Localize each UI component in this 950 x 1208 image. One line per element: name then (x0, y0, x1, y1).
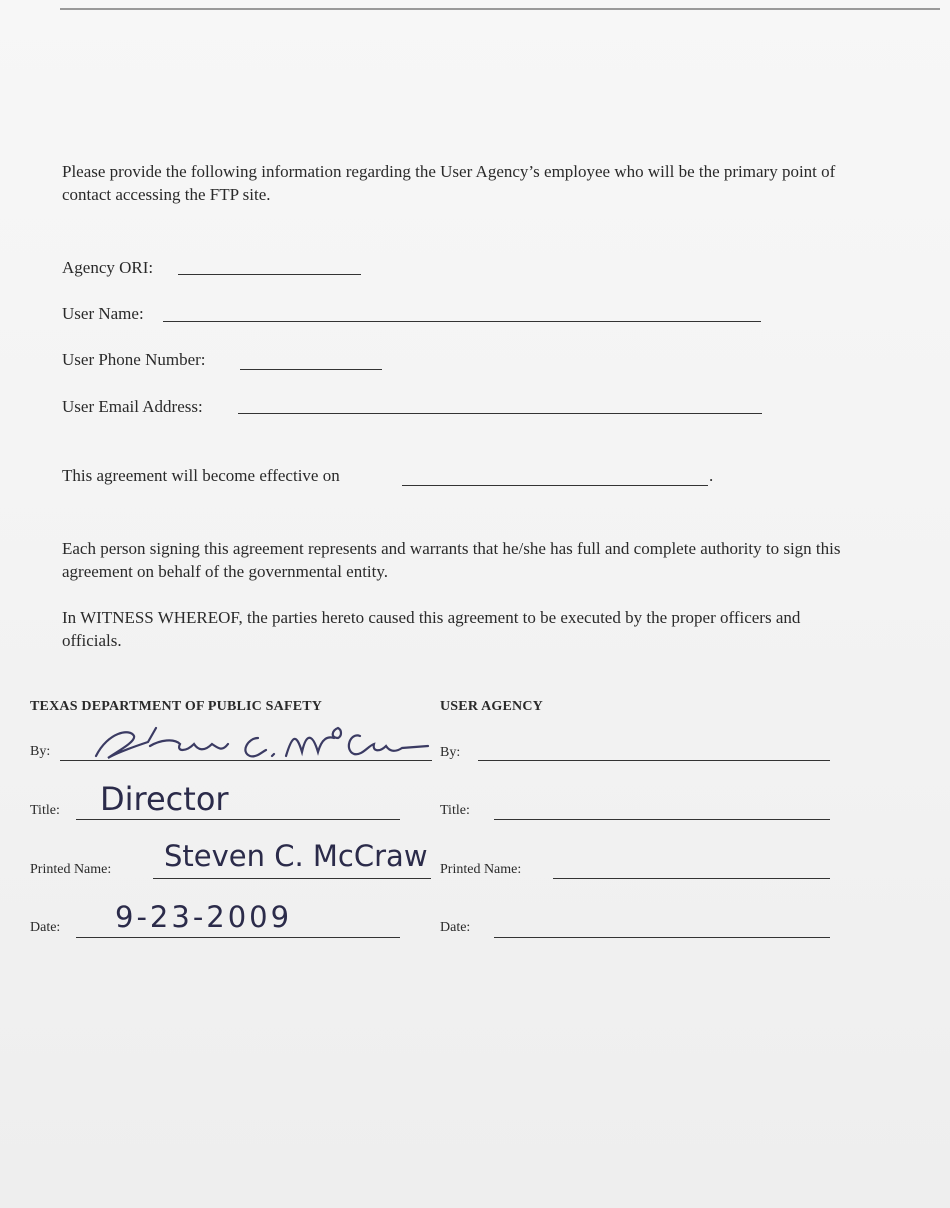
user-agency-heading: USER AGENCY (440, 699, 543, 714)
dps-printed-name-label: Printed Name: (30, 862, 112, 877)
dps-date-line (76, 937, 400, 938)
user-email-field[interactable] (238, 413, 762, 414)
agency-ori-field[interactable] (178, 274, 361, 275)
page-top-edge (60, 8, 940, 10)
dps-title-line (76, 819, 400, 820)
ua-title-label: Title: (440, 803, 470, 818)
dps-date-label: Date: (30, 920, 61, 935)
user-name-label: User Name: (62, 304, 144, 323)
user-phone-label: User Phone Number: (62, 350, 206, 369)
authority-paragraph: Each person signing this agreement represents and warrants that he/she has full and complete authority to sign this agreement on behalf of the governmental entity. (62, 539, 841, 581)
ua-by-label: By: (440, 745, 461, 760)
effective-date-field[interactable] (402, 485, 708, 486)
ua-date-label: Date: (440, 920, 471, 935)
ua-date-field[interactable] (494, 937, 830, 938)
ua-title-field[interactable] (494, 819, 830, 820)
user-name-field[interactable] (163, 321, 761, 322)
effective-date-text: This agreement will become effective on (62, 466, 340, 485)
dps-printed-name-line (153, 878, 431, 879)
agency-ori-label: Agency ORI: (62, 258, 154, 277)
user-phone-field[interactable] (240, 369, 382, 370)
dps-date-value: 9-23-2009 (115, 900, 293, 934)
user-email-label: User Email Address: (62, 397, 203, 416)
dps-by-label: By: (30, 744, 51, 759)
dps-title-label: Title: (30, 803, 60, 818)
dps-heading: TEXAS DEPARTMENT OF PUBLIC SAFETY (30, 699, 323, 714)
dps-title-value: Director (100, 780, 229, 818)
ua-by-field[interactable] (478, 760, 830, 761)
effective-date-period: . (709, 466, 714, 485)
ua-printed-name-label: Printed Name: (440, 862, 522, 877)
intro-paragraph: Please provide the following information regarding the User Agency’s employee who will be the primary point of contact accessing the FTP site. (62, 162, 836, 204)
signature-mccraw-image (90, 722, 430, 768)
dps-printed-name-value: Steven C. McCraw (164, 839, 428, 873)
witness-paragraph: In WITNESS WHEREOF, the parties hereto caused this agreement to be executed by the proper officers and officials. (62, 608, 801, 650)
ua-printed-name-field[interactable] (553, 878, 830, 879)
